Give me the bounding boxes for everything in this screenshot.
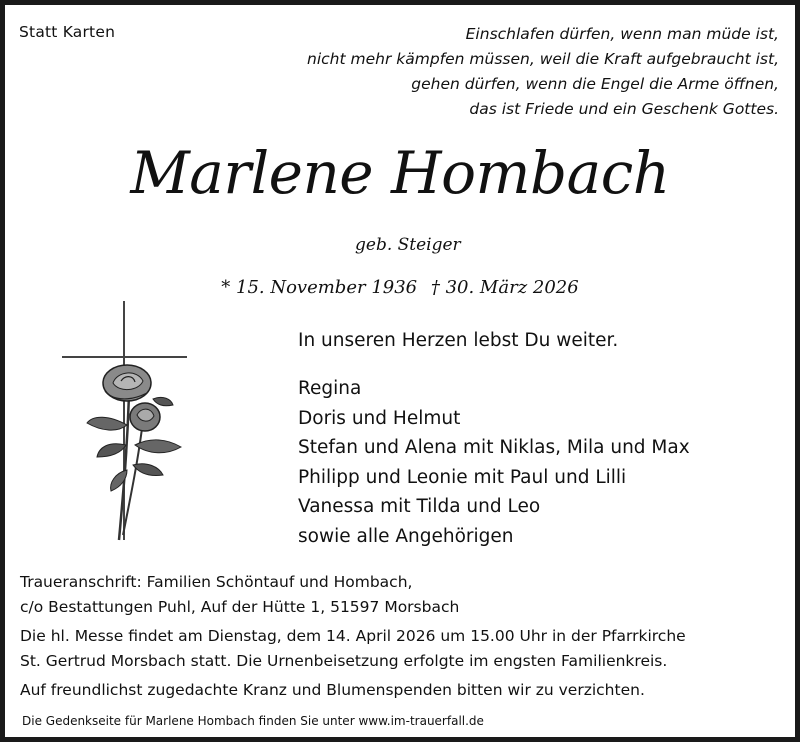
address-line: c/o Bestattungen Puhl, Auf der Hütte 1, 51597 Morsbach	[20, 597, 460, 616]
address-line: Traueranschrift: Familien Schöntauf und Hombach,	[20, 573, 413, 591]
deceased-name: Marlene Hombach	[130, 139, 670, 207]
death-date: † 30. März 2026	[430, 277, 579, 298]
notices	[20, 570, 686, 703]
mourners-list	[298, 374, 690, 551]
mourner-item: Doris und Helmut	[298, 407, 461, 429]
mass-info-line: Die hl. Messe findet am Dienstag, dem 14. April 2026 um 15.00 Uhr in der Pfarrkirche	[20, 627, 686, 645]
poem-line: das ist Friede und ein Geschenk Gottes.	[469, 100, 779, 118]
maiden-name: geb. Steiger	[355, 235, 461, 255]
mourner-item: Vanessa mit Tilda und Leo	[298, 496, 541, 517]
statt-karten-label: Statt Karten	[19, 23, 116, 41]
poem	[307, 22, 779, 122]
memorial-page-note: Die Gedenkseite für Marlene Hombach finden Sie unter www.im-trauerfall.de	[22, 714, 484, 728]
poem-line: nicht mehr kämpfen müssen, weil die Kraft aufgebraucht ist,	[307, 50, 779, 68]
motto: In unseren Herzen lebst Du weiter.	[298, 330, 619, 351]
cross-with-rose-icon	[57, 295, 192, 545]
mourner-item: Regina	[298, 378, 362, 399]
flowers-notice: Auf freundlichst zugedachte Kranz und Blumenspenden bitten wir zu verzichten.	[20, 681, 645, 699]
mourner-item: Stefan und Alena mit Niklas, Mila und Max	[298, 437, 690, 458]
poem-line: gehen dürfen, wenn die Engel die Arme öffnen,	[411, 75, 779, 93]
mourner-item: Philipp und Leonie mit Paul und Lilli	[298, 466, 627, 488]
mass-info-line: St. Gertrud Morsbach statt. Die Urnenbeisetzung erfolgte im engsten Familienkreis.	[20, 651, 668, 670]
birth-date: * 15. November 1936	[221, 277, 418, 298]
mourner-item: sowie alle Angehörigen	[298, 525, 514, 547]
poem-line: Einschlafen dürfen, wenn man müde ist,	[465, 25, 779, 43]
